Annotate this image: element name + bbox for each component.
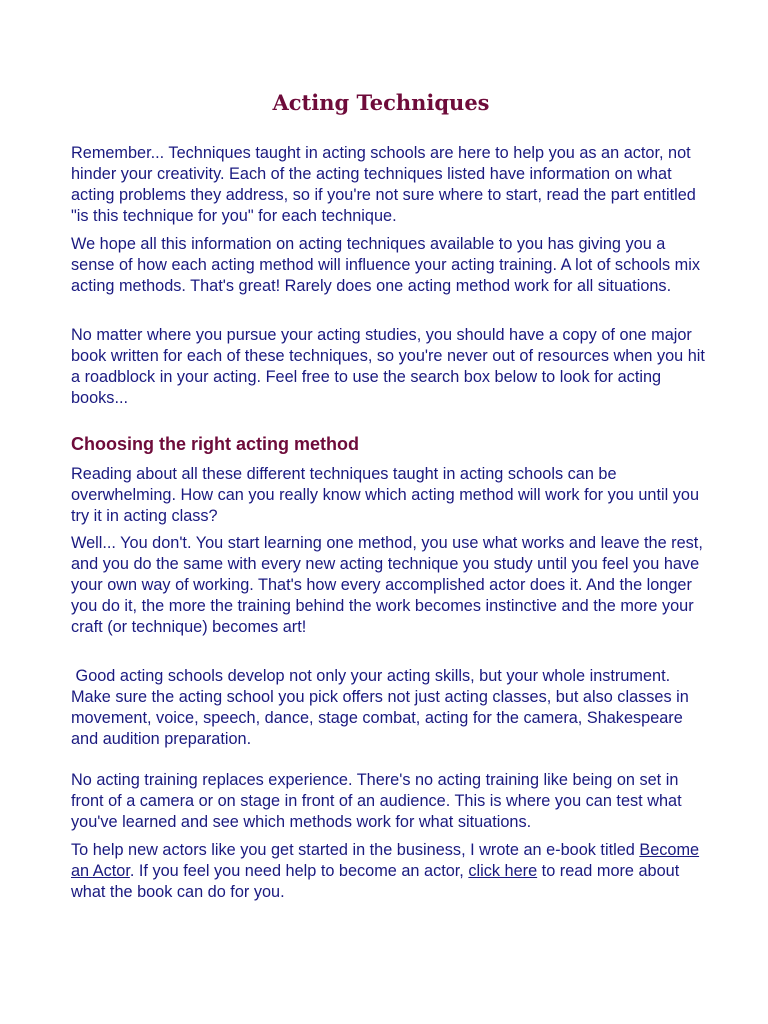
paragraph-reading: Reading about all these different techniques taught in acting schools can be overwhelming. How can you really know which acting method will work for you until you try it in acting class? xyxy=(71,465,700,525)
paragraph-well: Well... You don't. You start learning one method, you use what works and leave the rest, and you do the same with every new acting technique you study until you feel you have your own way of working. That's how every accomplished actor does it. And the longer you do it, the more the training behind the work becomes instinctive and the more your craft (or technique) becomes art! xyxy=(71,534,703,636)
become-an-actor-link[interactable]: Become an Actor xyxy=(71,841,700,880)
ebook-text-intro: To help new actors like you get started in the business, I wrote an e-book titled xyxy=(71,841,640,859)
paragraph-ebook xyxy=(71,840,711,903)
paragraph-we-hope: We hope all this information on acting techniques available to you has giving you a sense of how each acting method will influence your acting training. A lot of schools mix acting methods. That's great! Rarely does one acting method work for all situations. xyxy=(71,235,700,295)
paragraph-experience: No acting training replaces experience. There's no acting training like being on set in front of a camera or on stage in front of an audience. This is where you can test what you've learned and see which methods work for what situations. xyxy=(71,771,682,831)
page-title: Acting Techniques xyxy=(272,90,490,115)
paragraph-good-schools: Good acting schools develop not only your acting skills, but your whole instrument. Make sure the acting school you pick offers not just acting classes, but also classes in movement, voice, speech, dance, stage combat, acting for the camera, Shakespeare and audition preparation. xyxy=(71,667,694,748)
paragraph-remember: Remember... Techniques taught in acting schools are here to help you as an actor, not hinder your creativity. Each of the acting techniques listed have information on what acting problems they address, so if you're not sure where to start, read the part entitled "is this technique for you" for each technique. xyxy=(71,144,696,225)
click-here-link[interactable]: click here xyxy=(468,862,538,880)
paragraph-no-matter: No matter where you pursue your acting studies, you should have a copy of one major book written for each of these techniques, so you're never out of resources when you hit a roadblock in your acting. Feel free to use the search box below to look for acting books... xyxy=(71,326,705,407)
ebook-text-end: to read more about what the book can do for you. xyxy=(71,862,680,901)
section-heading-choosing: Choosing the right acting method xyxy=(71,434,359,454)
ebook-text-middle: . If you feel you need help to become an actor, xyxy=(129,862,469,880)
